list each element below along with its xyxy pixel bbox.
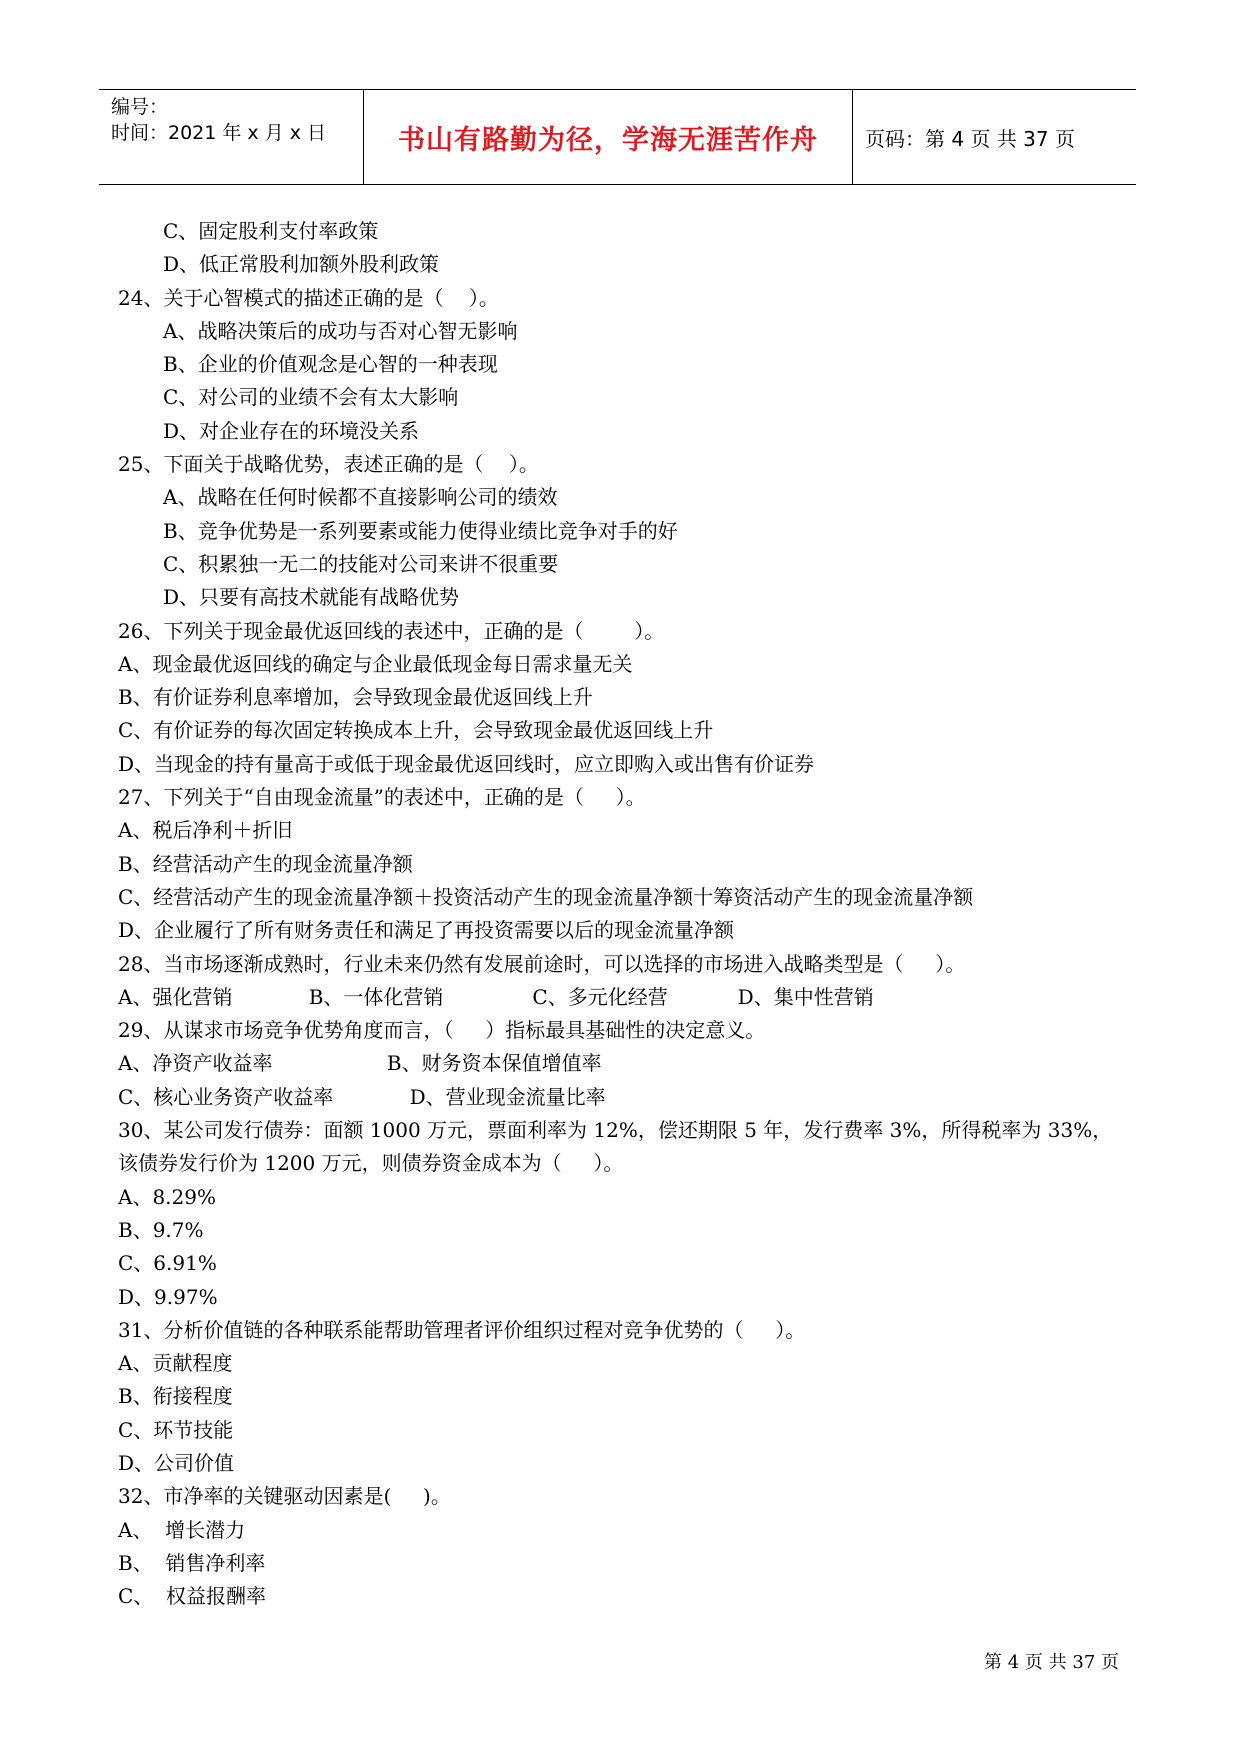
document-body xyxy=(118,215,1128,1613)
text-line: 32、市净率的关键驱动因素是( )。 xyxy=(118,1484,451,1509)
text-line: C、有价证券的每次固定转换成本上升，会导致现金最优返回线上升 xyxy=(118,718,714,743)
number-label: 编号： xyxy=(111,96,169,118)
text-line: D、低正常股利加额外股利政策 xyxy=(163,252,440,277)
text-line: A、8.29% xyxy=(118,1184,216,1209)
page-info: 页码：第 4 页 共 37 页 xyxy=(865,126,1075,151)
text-line: 27、下列关于“自由现金流量”的表述中，正确的是（ ）。 xyxy=(118,785,646,810)
text-line: A、 增长潜力 xyxy=(118,1517,246,1542)
time-label: 时间：2021 年 x 月 x 日 xyxy=(111,122,327,144)
text-line: 26、下列关于现金最优返回线的表述中，正确的是（ ）。 xyxy=(118,618,665,643)
text-line: C、核心业务资产收益率 D、营业现金流量比率 xyxy=(118,1084,606,1109)
text-line: A、贡献程度 xyxy=(118,1351,233,1376)
text-line: A、强化营销 B、一体化营销 C、多元化经营 D、集中性营销 xyxy=(118,984,874,1009)
text-line: B、竞争优势是一系列要素或能力使得业绩比竞争对手的好 xyxy=(163,518,678,543)
text-line: B、 销售净利率 xyxy=(118,1550,266,1575)
text-line: C、环节技能 xyxy=(118,1417,234,1442)
text-line: 25、下面关于战略优势，表述正确的是（ ）。 xyxy=(118,452,539,477)
text-line: 29、从谋求市场竞争优势角度而言，（ ）指标最具基础性的决定意义。 xyxy=(118,1018,766,1043)
text-line: 24、关于心智模式的描述正确的是（ ）。 xyxy=(118,285,499,310)
page-header xyxy=(99,89,1136,185)
text-line: B、衔接程度 xyxy=(118,1384,233,1409)
text-line: B、经营活动产生的现金流量净额 xyxy=(118,851,413,876)
text-line: A、战略决策后的成功与否对心智无影响 xyxy=(163,318,518,343)
header-left-cell xyxy=(99,90,363,184)
text-line: A、净资产收益率 B、财务资本保值增值率 xyxy=(118,1051,602,1076)
text-line: C、对公司的业绩不会有太大影响 xyxy=(163,385,459,410)
text-line: D、当现金的持有量高于或低于现金最优返回线时，应立即购入或出售有价证券 xyxy=(118,751,815,776)
text-line: 该债券发行价为 1200 万元，则债券资金成本为（ ）。 xyxy=(118,1151,624,1176)
header-motto-cell xyxy=(363,90,853,184)
text-line: 28、当市场逐渐成熟时，行业未来仍然有发展前途时，可以选择的市场进入战略类型是（ ）。 xyxy=(118,951,966,976)
text-line: D、企业履行了所有财务责任和满足了再投资需要以后的现金流量净额 xyxy=(118,918,735,943)
text-line: C、6.91% xyxy=(118,1251,217,1276)
text-line: B、有价证券利息率增加，会导致现金最优返回线上升 xyxy=(118,685,593,710)
text-line: B、企业的价值观念是心智的一种表现 xyxy=(163,352,498,377)
motto: 书山有路勤为径，学海无涯苦作舟 xyxy=(398,124,818,156)
header-page-cell xyxy=(853,90,1136,184)
text-line: 30、某公司发行债券：面额 1000 万元，票面利率为 12%，偿还期限 5 年，发行费率 3%，所得税率为 33%， xyxy=(118,1118,1113,1143)
page-footer: 第 4 页 共 37 页 xyxy=(984,1652,1119,1673)
text-line: A、税后净利＋折旧 xyxy=(118,818,293,843)
text-line: A、现金最优返回线的确定与企业最低现金每日需求量无关 xyxy=(118,651,633,676)
text-line: D、对企业存在的环境没关系 xyxy=(163,418,420,443)
text-line: C、固定股利支付率政策 xyxy=(163,219,379,243)
text-line: A、战略在任何时候都不直接影响公司的绩效 xyxy=(163,485,558,510)
text-line: C、 权益报酬率 xyxy=(118,1584,267,1609)
text-line: C、经营活动产生的现金流量净额＋投资活动产生的现金流量净额十筹资活动产生的现金流量净额 xyxy=(118,884,974,909)
text-line: B、9.7% xyxy=(118,1217,204,1242)
text-line: D、只要有高技术就能有战略优势 xyxy=(163,585,460,610)
text-line: D、公司价值 xyxy=(118,1450,235,1475)
text-line: C、积累独一无二的技能对公司来讲不很重要 xyxy=(163,551,559,576)
text-line: 31、分析价值链的各种联系能帮助管理者评价组织过程对竞争优势的（ ）。 xyxy=(118,1317,806,1342)
text-line: D、9.97% xyxy=(118,1284,218,1309)
